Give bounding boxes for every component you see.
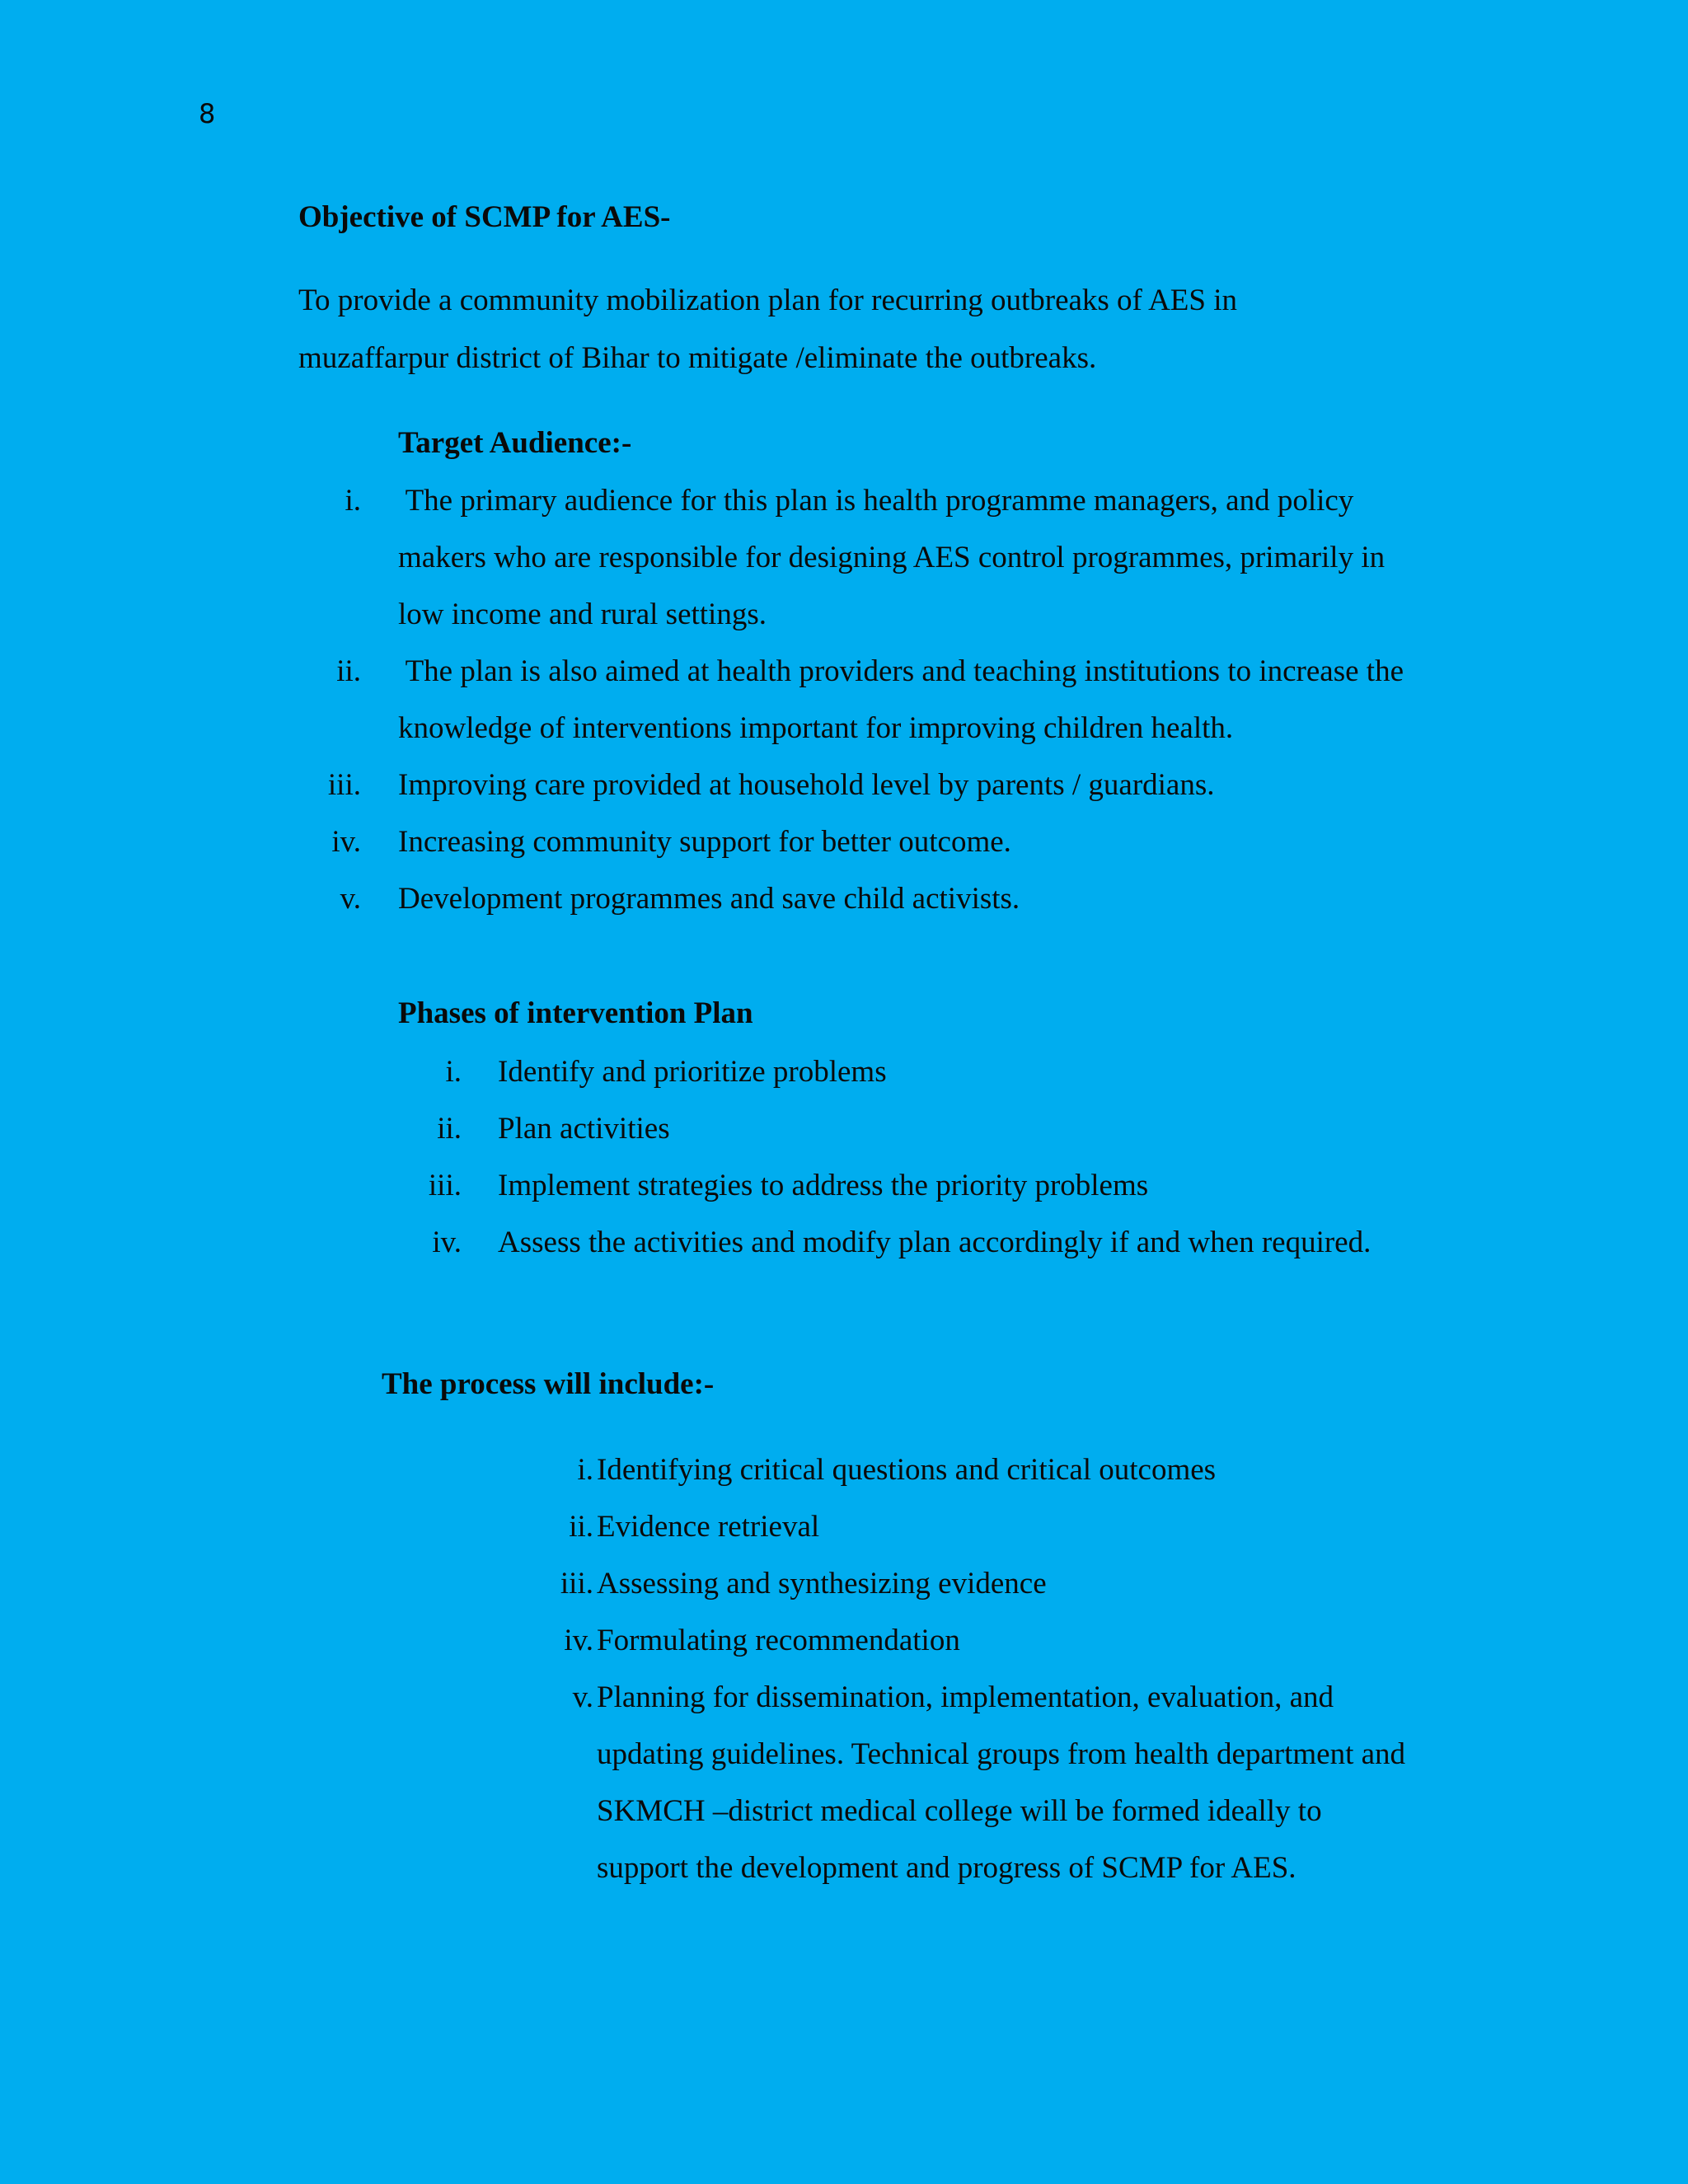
- list-item-line: makers who are responsible for designing AES control programmes, primarily in: [398, 541, 1386, 574]
- list-item-number: iv.: [331, 825, 361, 859]
- objective-line: To provide a community mobilization plan for recurring outbreaks of AES in: [298, 284, 1238, 317]
- list-item: [437, 1100, 1371, 1157]
- list-item: [577, 1441, 1405, 1498]
- list-item-line: support the development and progress of SCMP for AES.: [597, 1851, 1296, 1885]
- objective-line: muzaffarpur district of Bihar to mitigate /eliminate the outbreaks.: [298, 341, 1097, 375]
- list-item-line: Assessing and synthesizing evidence: [597, 1567, 1047, 1601]
- list-item: [572, 1669, 1406, 1896]
- list-item: [564, 1612, 1405, 1669]
- list-item: [432, 1214, 1372, 1271]
- list-item-number: iii.: [428, 1169, 462, 1202]
- list-item-line: SKMCH –district medical college will be formed ideally to: [597, 1794, 1322, 1828]
- list-item-number: ii.: [336, 654, 361, 688]
- list-item-number: ii.: [437, 1112, 462, 1146]
- list-item-number: v.: [572, 1680, 593, 1714]
- list-item-number: ii.: [569, 1510, 593, 1544]
- list-item-number: i.: [577, 1453, 593, 1487]
- list-item: [428, 1157, 1371, 1214]
- list-item-line: low income and rural settings.: [398, 598, 767, 631]
- list-item-line: Planning for dissemination, implementation, evaluation, and: [597, 1680, 1334, 1714]
- list-item-text: Implement strategies to address the priority problems: [498, 1169, 1149, 1202]
- list-item-line: Development programmes and save child activists.: [398, 882, 1020, 916]
- objective-heading: Objective of SCMP for AES-: [298, 200, 671, 234]
- list-item-number: iv.: [432, 1226, 462, 1259]
- page-number: 8: [199, 98, 216, 129]
- list-item-number: iii.: [560, 1567, 593, 1601]
- list-item: [569, 1498, 1405, 1555]
- list-item-line: The plan is also aimed at health providers and teaching institutions to increase the: [398, 654, 1404, 688]
- list-item-line: Formulating recommendation: [597, 1624, 960, 1657]
- list-item-text: Identify and prioritize problems: [498, 1055, 887, 1089]
- target-audience-heading: Target Audience:-: [398, 426, 632, 460]
- list-item: [331, 813, 1404, 870]
- list-item: [327, 757, 1404, 813]
- list-item-number: iii.: [327, 768, 361, 802]
- list-item-text: Plan activities: [498, 1112, 670, 1146]
- list-item: [560, 1555, 1405, 1612]
- process-list: [560, 1441, 1406, 1896]
- list-item-number: v.: [340, 882, 361, 916]
- list-item-line: Improving care provided at household level by parents / guardians.: [398, 768, 1215, 802]
- list-item-number: iv.: [564, 1624, 593, 1657]
- phases-heading: Phases of intervention Plan: [398, 996, 753, 1030]
- list-item: [345, 472, 1404, 643]
- list-item-line: The primary audience for this plan is health programme managers, and policy: [398, 484, 1354, 518]
- process-heading: The process will include:-: [382, 1367, 715, 1401]
- list-item-line: Identifying critical questions and critical outcomes: [597, 1453, 1217, 1487]
- list-item-number: i.: [445, 1055, 462, 1089]
- objective-paragraph: [298, 272, 1237, 387]
- list-item-line: updating guidelines. Technical groups from health department and: [597, 1737, 1406, 1771]
- phases-list: [428, 1043, 1372, 1271]
- list-item-line: knowledge of interventions important for improving children health.: [398, 711, 1234, 745]
- list-item: [336, 643, 1404, 757]
- target-audience-list: [327, 472, 1404, 927]
- list-item-line: Evidence retrieval: [597, 1510, 820, 1544]
- list-item-line: Increasing community support for better outcome.: [398, 825, 1011, 859]
- list-item-number: i.: [345, 484, 361, 518]
- list-item: [445, 1043, 1371, 1100]
- list-item-text: Assess the activities and modify plan accordingly if and when required.: [498, 1226, 1372, 1259]
- list-item: [340, 870, 1404, 927]
